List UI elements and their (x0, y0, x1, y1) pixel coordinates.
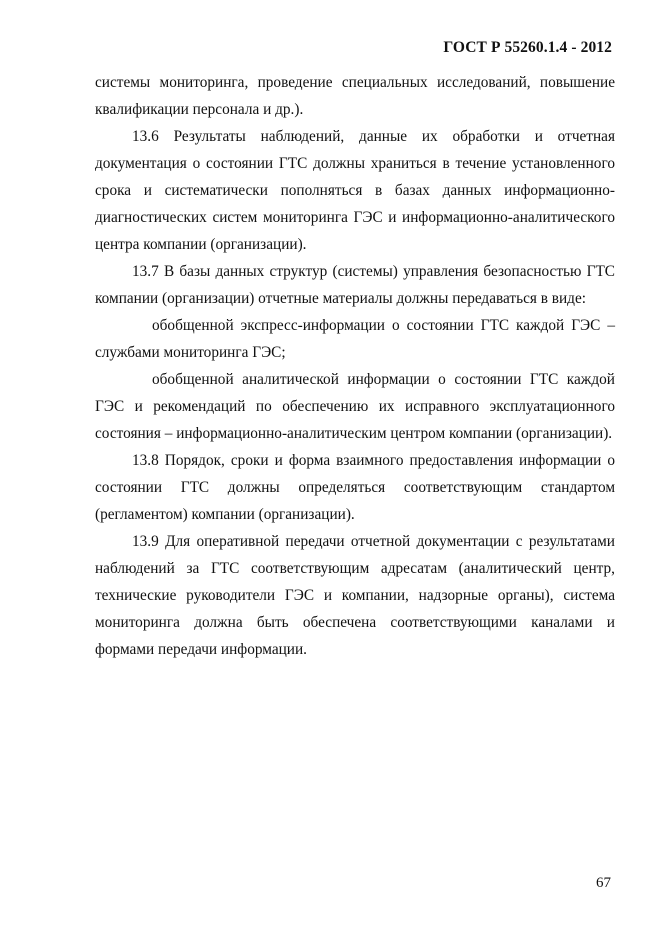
document-header: ГОСТ Р 55260.1.4 - 2012 (443, 39, 612, 56)
paragraph-13-8: 13.8 Порядок, сроки и форма взаимного предоставления информации о состоянии ГТС должны определяться соответствующим стандартом (регламентом) компании (организации). (95, 452, 615, 523)
paragraph-13-7: 13.7 В базы данных структур (системы) управления безопасностью ГТС компании (организации) отчетные материалы должны передаваться в виде: (95, 263, 615, 307)
list-item-express-info: обобщенной экспресс-информации о состоянии ГТС каждой ГЭС – службами мониторинга ГЭС; (95, 317, 615, 361)
list-item-analytic-info: обобщенной аналитической информации о состоянии ГТС каждой ГЭС и рекомендаций по обеспечению их исправного эксплуатационного состояния – информационно-аналитическим центром компании (организации). (95, 371, 615, 442)
page-number: 67 (596, 875, 611, 891)
paragraph-13-6: 13.6 Результаты наблюдений, данные их обработки и отчетная документация о состоянии ГТС должны храниться в течение установленного срока и систематически пополняться в базах данных информационно-диагностических систем мониторинга ГЭС и информационно-аналитического центра компании (организации). (95, 128, 615, 253)
document-body (95, 69, 615, 663)
paragraph-13-9: 13.9 Для оперативной передачи отчетной документации с результатами наблюдений за ГТС соответствующим адресатам (аналитический центр, технические руководители ГЭС и компании, надзорные органы), система мониторинга должна быть обеспечена соответствующими каналами и формами передачи информации. (95, 533, 615, 658)
paragraph-continuation: системы мониторинга, проведение специальных исследований, повышение квалификации персонала и др.). (95, 74, 615, 118)
